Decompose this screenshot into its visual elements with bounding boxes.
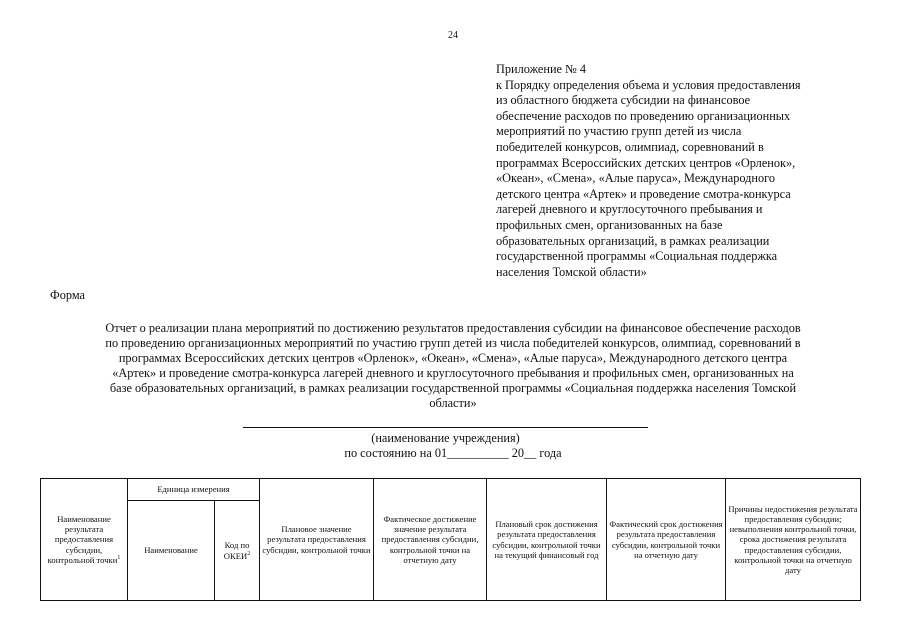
appendix-line: «Океан», «Смена», «Алые паруса», Международного xyxy=(496,171,776,186)
institution-caption: (наименование учреждения) xyxy=(371,431,520,445)
header-reasons: Причины недостижения результата предоставления субсидии; невыполнения контрольной точки, срока достижения результата предоставления субсидии, контрольной точки на отчетную дату xyxy=(726,479,861,601)
appendix-line: лагерей дневного и круглосуточного пребывания и xyxy=(496,202,763,217)
header-result-name: Наименование результата предоставления субсидии, контрольной точки$^1$ xyxy=(41,479,128,601)
appendix-title: Приложение № 4 xyxy=(496,62,587,76)
appendix-line: из областного бюджета субсидии на финансовое xyxy=(496,93,751,108)
appendix-line: детского центра «Артек» и проведение смотра-конкурса xyxy=(496,186,791,201)
header-planned-date: Плановый срок достижения результата предоставления субсидии, контрольной точки на текущий финансовый год xyxy=(487,479,607,601)
appendix-line: профильных смен, организованных на базе xyxy=(496,217,723,232)
header-unit-group: Единица измерения xyxy=(128,479,260,501)
appendix-line: мероприятий по участию групп детей из числа xyxy=(496,124,742,139)
header-planned-value: Плановое значение результата предоставления субсидии, контрольной точки xyxy=(260,479,374,601)
as-of-date-line: по состоянию на 01__________ 20__ года xyxy=(344,446,562,460)
report-title xyxy=(40,321,866,412)
header-unit-code: Код по ОКЕИ$^2$ xyxy=(215,501,260,601)
header-actual-value: Фактическое достижение значение результата предоставления субсидии, контрольной точки на отчетную дату xyxy=(374,479,487,601)
footnote-mark: 1 xyxy=(117,554,121,561)
appendix-line: к Порядку определения объема и условия предоставления xyxy=(496,77,801,92)
appendix-line: образовательных организаций, в рамках реализации xyxy=(496,233,770,248)
report-title-line: базе образовательных организаций, в рамках реализации государственной программы «Социальная поддержка населения Томской xyxy=(109,381,797,396)
report-title-line: по проведению организационных мероприятий по участию групп детей из числа победителей конкурсов, олимпиад, соревнований в xyxy=(105,336,801,351)
header-unit-name: Наименование xyxy=(128,501,215,601)
report-title-line: «Артек» и проведение смотра-конкурса лагерей дневного и круглосуточного пребывания и профильных смен, организованных на xyxy=(112,366,794,381)
header-actual-date: Фактический срок достижения результата предоставления субсидии, контрольной точки на отчетную дату xyxy=(607,479,726,601)
appendix-line: программах Всероссийских детских центров «Орленок», xyxy=(496,155,796,170)
institution-underline xyxy=(243,427,648,428)
report-title-line: программах Всероссийских детских центров «Орленок», «Океан», «Смена», «Алые паруса», Международного детского центра xyxy=(118,351,788,366)
footnote-mark: 2 xyxy=(247,550,251,557)
appendix-line: населения Томской области» xyxy=(496,264,647,279)
appendix-line: обеспечение расходов по проведению организационных xyxy=(496,108,791,123)
appendix-block xyxy=(496,62,866,280)
appendix-line: победителей конкурсов, олимпиад, соревнований в xyxy=(496,139,764,154)
form-label: Форма xyxy=(50,288,85,302)
report-title-line: Отчет о реализации плана мероприятий по достижению результатов предоставления субсидии на финансовое обеспечение расходов xyxy=(105,321,801,335)
report-table xyxy=(40,478,861,601)
appendix-line: государственной программы «Социальная поддержка xyxy=(496,249,778,264)
page-number: 24 xyxy=(448,30,458,41)
report-title-line: области» xyxy=(429,396,477,411)
